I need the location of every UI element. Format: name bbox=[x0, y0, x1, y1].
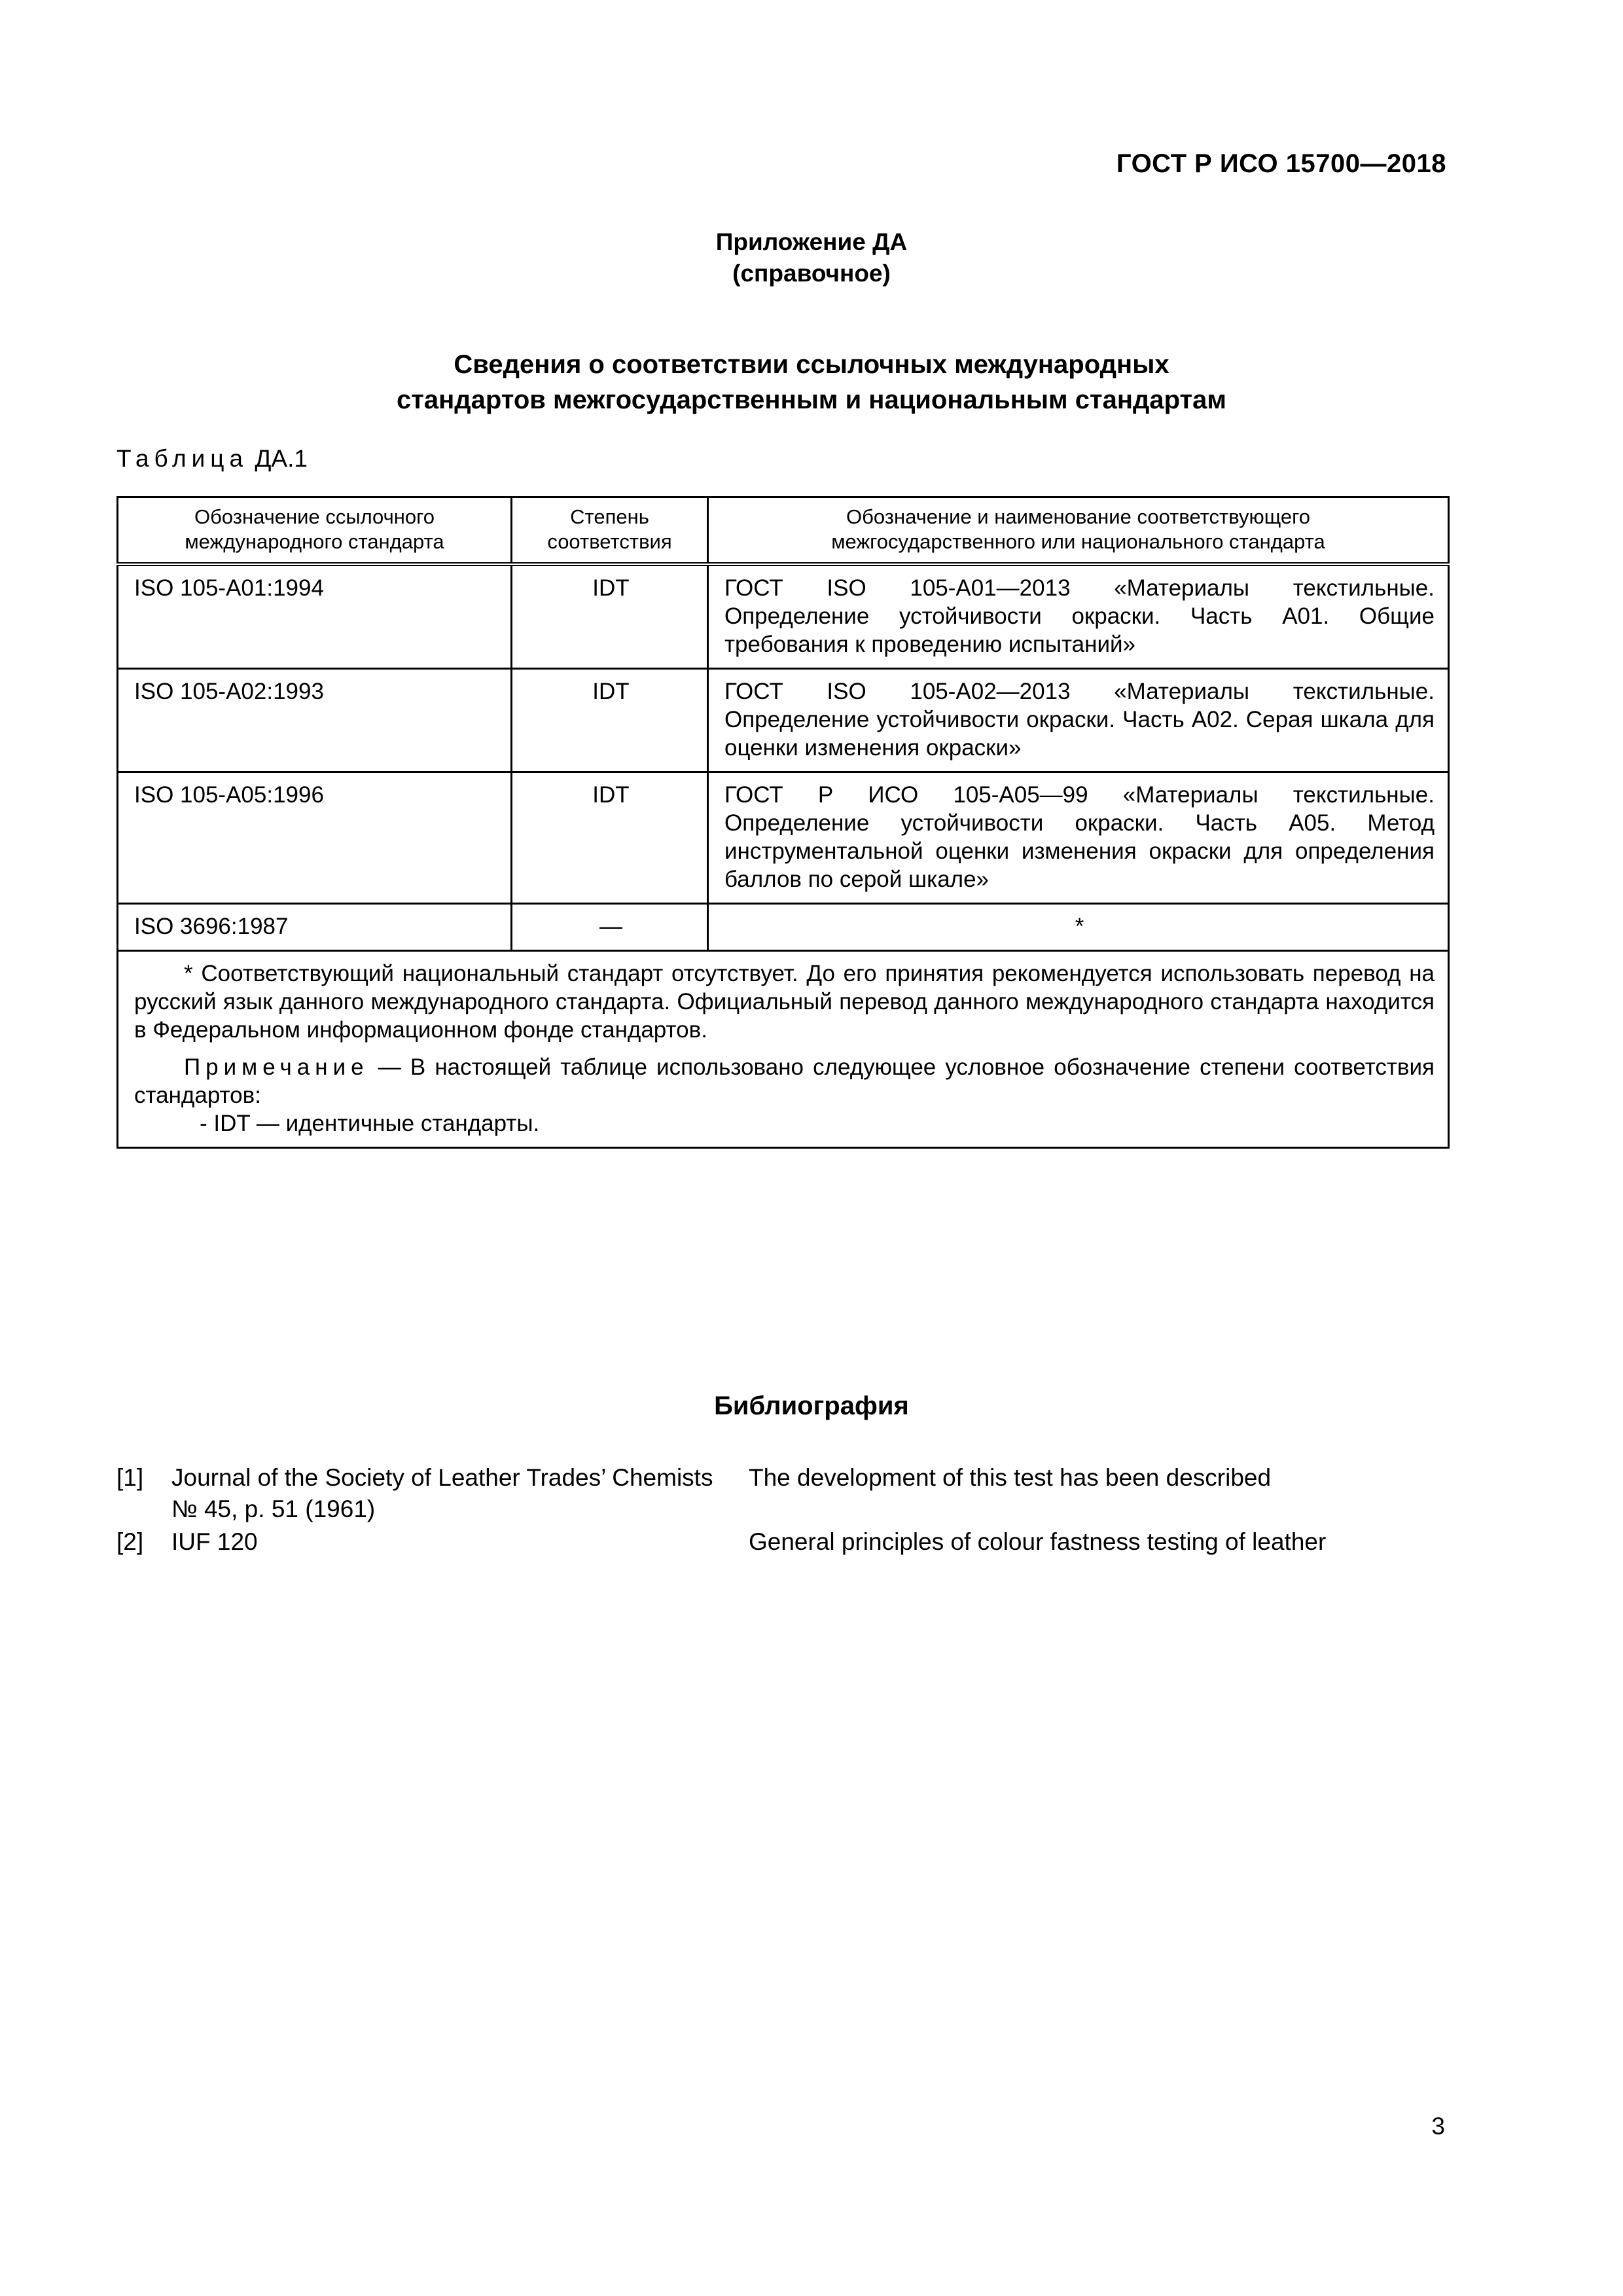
title-line-1: Сведения о соответствии ссылочных международных bbox=[454, 350, 1169, 379]
reference-cell: ISO 105-A02:1993 bbox=[118, 669, 512, 772]
bibliography-source: IUF 120 bbox=[171, 1528, 258, 1555]
table-footnote-row bbox=[118, 951, 1449, 1148]
document-code: ГОСТ Р ИСО 15700—2018 bbox=[1116, 149, 1446, 178]
reference-cell: ISO 105-A05:1996 bbox=[118, 772, 512, 904]
note-text: — В настоящей таблице использовано следующее условное обозначение степени соответствия стандартов: bbox=[134, 1054, 1435, 1108]
table-row bbox=[118, 772, 1449, 904]
note-label: Примечание bbox=[184, 1054, 369, 1080]
table-row bbox=[118, 904, 1449, 951]
national-standard-cell: ГОСТ ISO 105-A02—2013 «Материалы текстильные. Определение устойчивости окраски. Часть А02. Серая шкала для оценки изменения окраски» bbox=[708, 669, 1449, 772]
bibliography-source bbox=[171, 1462, 713, 1525]
bibliography-number: [2] bbox=[116, 1528, 144, 1555]
note-bullet: - IDT — идентичные стандарты. bbox=[200, 1111, 540, 1136]
page-number: 3 bbox=[1431, 2113, 1445, 2140]
bibliography-number: [1] bbox=[116, 1464, 144, 1491]
table-row bbox=[118, 564, 1449, 669]
header-national-standard bbox=[708, 497, 1449, 565]
header-reference-standard bbox=[118, 497, 512, 565]
table-note bbox=[134, 1053, 1435, 1109]
degree-cell: IDT bbox=[512, 669, 708, 772]
table-header-row bbox=[118, 497, 1449, 565]
header-col2-line2: соответствия bbox=[547, 530, 672, 553]
appendix-heading bbox=[0, 226, 1623, 289]
table-notes-cell bbox=[118, 951, 1449, 1148]
bibliography-description: The development of this test has been described bbox=[749, 1464, 1272, 1491]
national-standard-cell: ГОСТ ISO 105-A01—2013 «Материалы текстильные. Определение устойчивости окраски. Часть А01. Общие требования к проведению испытаний» bbox=[708, 564, 1449, 669]
header-col1-line2: международного стандарта bbox=[185, 530, 444, 553]
table-footnote: * Соответствующий национальный стандарт отсутствует. До его принятия рекомендуется использовать перевод на русский язык данного международного стандарта. Официальный перевод данного международного стандарта находится в Федеральном информационном фонде стандартов. bbox=[134, 961, 1435, 1043]
bibliography-description: General principles of colour fastness testing of leather bbox=[749, 1528, 1327, 1555]
bibliography-heading: Библиография bbox=[714, 1391, 909, 1420]
degree-cell: IDT bbox=[512, 564, 708, 669]
table-label bbox=[116, 445, 308, 473]
header-col3-line2: межгосударственного или национального стандарта bbox=[831, 530, 1325, 553]
reference-cell: ISO 3696:1987 bbox=[118, 904, 512, 951]
header-col1-line1: Обозначение ссылочного bbox=[194, 505, 435, 528]
national-standard-cell: ГОСТ Р ИСО 105-А05—99 «Материалы текстильные. Определение устойчивости окраски. Часть А05. Метод инструментальной оценки изменения окраски для определения баллов по серой шкале» bbox=[708, 772, 1449, 904]
header-col3-line1: Обозначение и наименование соответствующего bbox=[846, 505, 1311, 528]
degree-cell: — bbox=[512, 904, 708, 951]
table-row bbox=[118, 669, 1449, 772]
title-line-2: стандартов межгосударственным и национальным стандартам bbox=[397, 386, 1226, 414]
header-degree bbox=[512, 497, 708, 565]
bibliography-source-line2: № 45, p. 51 (1961) bbox=[171, 1496, 376, 1522]
degree-cell: IDT bbox=[512, 772, 708, 904]
bibliography-source-line1: Journal of the Society of Leather Trades’ Chemists bbox=[171, 1464, 713, 1491]
appendix-name: Приложение ДА bbox=[715, 228, 908, 255]
national-standard-cell: * bbox=[708, 904, 1449, 951]
table-label-number: ДА.1 bbox=[255, 445, 308, 472]
correspondence-table bbox=[116, 496, 1450, 1149]
appendix-kind: (справочное) bbox=[732, 260, 891, 287]
header-col2-line1: Степень bbox=[570, 505, 649, 528]
reference-cell: ISO 105-A01:1994 bbox=[118, 564, 512, 669]
table-label-word: Таблица bbox=[116, 445, 249, 472]
appendix-title bbox=[0, 347, 1623, 418]
